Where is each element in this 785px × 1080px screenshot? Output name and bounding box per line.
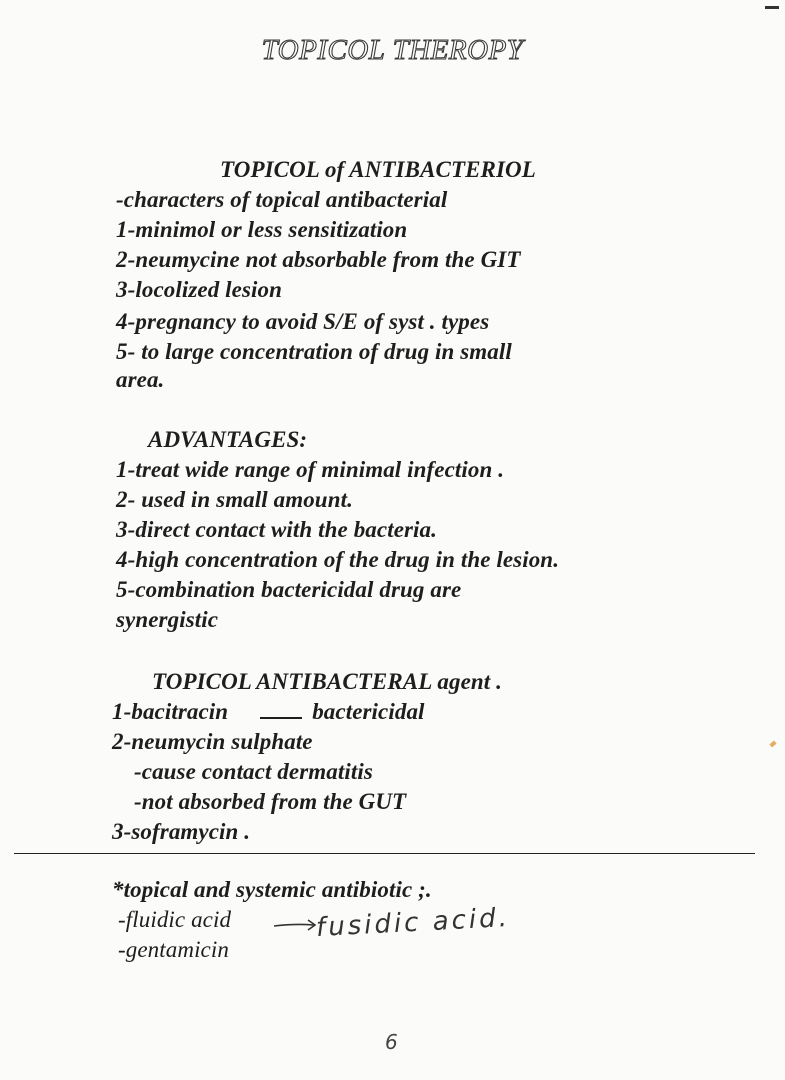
section2-line: 2- used in small amount. <box>116 487 353 512</box>
section1-line: area. <box>116 367 165 392</box>
section1-heading: TOPICOL of ANTIBACTERIOL <box>220 157 536 182</box>
section1-line: 5- to large concentration of drug in small <box>116 339 512 364</box>
section1-line: 4-pregnancy to avoid S/E of syst . types <box>116 309 490 334</box>
section4-line: -gentamicin <box>118 937 229 962</box>
item1-name: 1-bacitracin <box>112 699 229 724</box>
section3-heading: TOPICOL ANTIBACTERAL agent . <box>152 669 502 694</box>
page-number: 6 <box>385 1030 398 1054</box>
section1-line: -characters of topical antibacterial <box>116 187 448 212</box>
section2-line: 5-combination bactericidal drug are <box>116 577 462 602</box>
handwritten-correction: fusidic acid. <box>315 902 511 944</box>
section1-line: 1-minimol or less sensitization <box>116 217 408 242</box>
section3-item1 <box>112 698 425 726</box>
blank-line <box>260 699 302 719</box>
section3-line: -cause contact dermatitis <box>134 759 373 784</box>
section3-line: 2-neumycin sulphate <box>112 729 313 754</box>
section3-line: 3-soframycin . <box>112 819 251 844</box>
section1-line: 3-locolized lesion <box>116 277 282 302</box>
section2-line: 1-treat wide range of minimal infection . <box>116 457 505 482</box>
section4-line: -fluidic acid <box>118 907 232 932</box>
horizontal-divider <box>14 853 755 854</box>
item1-type: bactericidal <box>312 699 425 724</box>
section2-heading: ADVANTAGES: <box>148 427 308 452</box>
section4-heading: *topical and systemic antibiotic ;. <box>112 877 432 902</box>
scan-speck <box>769 741 776 748</box>
page-title: TOPICOL THEROPY <box>261 34 524 66</box>
section2-line: 4-high concentration of the drug in the lesion. <box>116 547 560 572</box>
section2-line: synergistic <box>116 607 219 632</box>
section1-line: 2-neumycine not absorbable from the GIT <box>116 247 521 272</box>
corner-mark <box>765 6 779 9</box>
section3-line: -not absorbed from the GUT <box>134 789 407 814</box>
section2-line: 3-direct contact with the bacteria. <box>116 517 437 542</box>
